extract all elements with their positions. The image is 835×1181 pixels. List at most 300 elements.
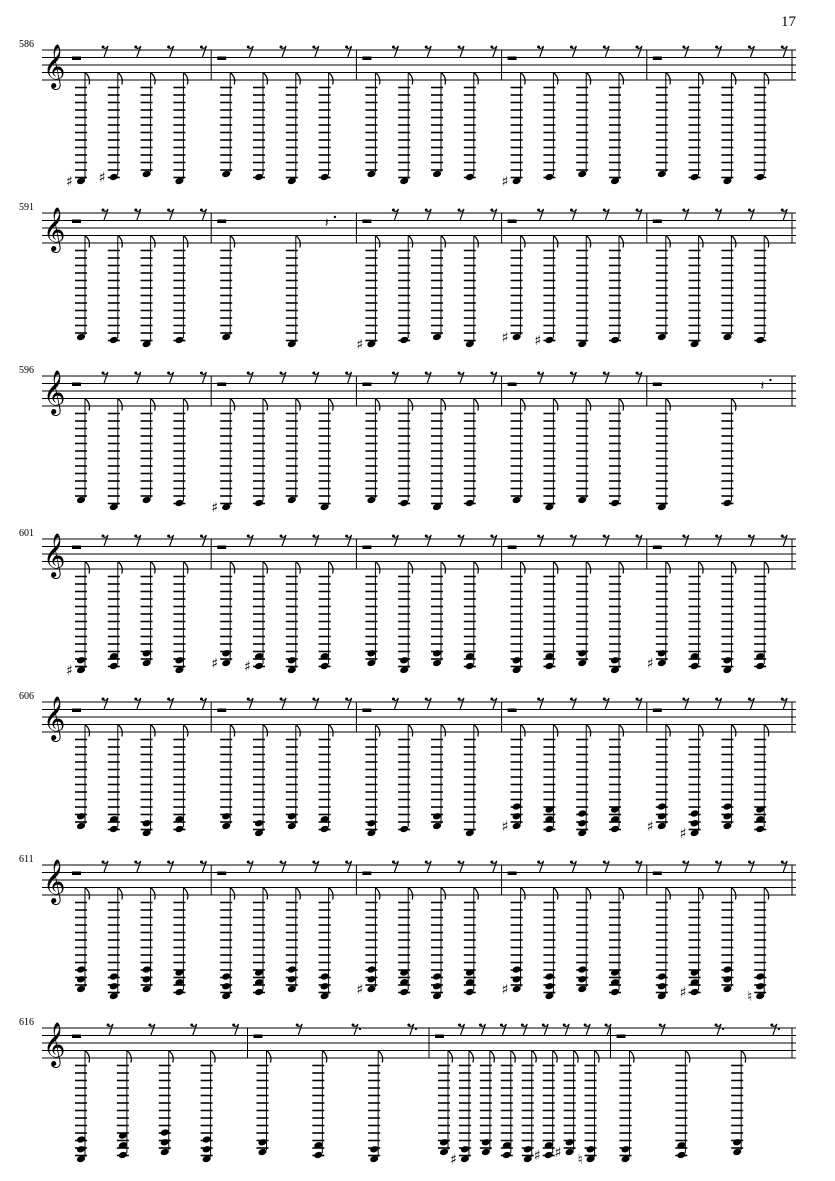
whole-rest [362,709,371,713]
flag [474,888,479,900]
rest-dot [458,535,461,538]
measure [502,209,642,350]
rest-dot [425,698,428,701]
flag [553,888,558,900]
flag [666,725,671,737]
rest-dot [134,861,137,864]
note [431,562,446,668]
note [543,399,558,512]
note [576,73,591,179]
flag [151,888,156,900]
rest-dot [570,372,573,375]
measure [502,861,642,1001]
notehead [366,170,376,179]
notehead [76,333,86,342]
flag [699,236,704,248]
notehead [174,499,184,508]
rest-dot [345,535,348,538]
rest-dot [458,1024,461,1027]
flag [666,399,671,411]
flag [595,1051,600,1063]
rest-dot [537,372,540,375]
note [319,399,334,512]
rest-dot [312,46,315,49]
flag [619,236,624,248]
notehead [432,822,442,831]
flag [263,399,268,411]
note [398,236,413,345]
rest-dot [107,1024,110,1027]
system-591 [19,202,796,353]
note [141,73,156,179]
note [66,73,90,191]
note [502,725,525,836]
notehead [366,975,376,984]
note [464,73,479,182]
notehead [221,812,231,821]
measure [647,698,787,843]
whole-rest [72,1035,81,1039]
note [480,1051,495,1157]
flag [764,562,769,574]
notehead [109,825,119,834]
rest-dot [490,535,493,538]
rest-dot [490,209,493,212]
rest-dot [748,535,751,538]
notehead [320,825,330,834]
flag [553,236,558,248]
measure [508,372,642,512]
rest-dot [247,861,250,864]
notehead [439,1148,449,1157]
note [286,725,301,831]
notehead [657,649,667,658]
whole-rest [217,57,226,61]
notehead [369,1145,379,1154]
flag [183,399,188,411]
note [522,1051,537,1164]
note [108,888,123,1001]
note [501,1051,516,1160]
flag [441,725,446,737]
flag [408,399,413,411]
note [286,73,301,186]
whole-rest [653,57,662,61]
measure [72,372,206,512]
notehead [676,1151,686,1160]
page-number: 17 [781,14,796,30]
whole-rest [508,220,517,224]
notehead [254,819,264,828]
note [286,236,301,349]
treble-clef-icon: 𝄞 [43,1022,66,1066]
measure [617,1024,780,1164]
flag [151,399,156,411]
flag [553,1051,558,1063]
notehead [465,988,475,997]
sharp-icon: ♯ [679,985,687,1001]
notehead [657,659,667,668]
measure [254,1024,417,1164]
measure [356,209,496,354]
notehead [142,170,152,179]
note [431,236,446,342]
flag [85,399,90,411]
measure [435,1024,611,1169]
note [368,1051,383,1164]
sharp-icon: ♯ [679,826,687,842]
rest-dot [102,209,105,212]
notehead [76,812,86,821]
flag [183,236,188,248]
notehead [287,985,297,994]
measure-number: 586 [19,39,34,50]
note [576,399,591,505]
note [141,725,156,838]
flag [85,888,90,900]
rest-dot [312,535,315,538]
flag [699,73,704,85]
measure-number: 591 [19,202,34,213]
note [319,562,334,671]
flag [764,73,769,85]
flag [553,73,558,85]
flag [474,236,479,248]
rest-dot [312,861,315,864]
sharp-icon: ♯ [534,333,542,349]
flag [85,1051,90,1063]
note [244,562,268,676]
whole-rest [653,872,662,876]
flag [85,725,90,737]
flag [322,1051,327,1063]
notehead [221,822,231,831]
notehead [465,662,475,671]
note [108,725,123,834]
dot [778,1028,780,1030]
rest-dot [715,209,718,212]
note [356,888,380,999]
flag [441,399,446,411]
note [173,888,188,997]
notehead [512,333,522,342]
rest-dot [167,46,170,49]
note [754,725,769,834]
note [438,1051,453,1157]
rest-dot [392,535,395,538]
rest-dot [167,372,170,375]
flag [521,725,526,737]
note [220,73,235,179]
rest-dot [392,46,395,49]
flag [263,562,268,574]
sharp-icon: ♯ [211,500,218,516]
notehead [722,975,732,984]
rest-dot [490,372,493,375]
notehead [221,659,231,668]
rest-dot [479,1024,482,1027]
note [609,725,624,834]
flag [263,725,268,737]
note [319,73,334,182]
flag [329,73,334,85]
flag [375,73,380,85]
flag [474,562,479,574]
notehead [142,985,152,994]
rest-dot [603,209,606,212]
notehead [287,812,297,821]
measure [502,698,642,838]
flag [764,725,769,737]
flag [441,73,446,85]
flag [666,888,671,900]
notehead [732,1138,742,1147]
notehead [610,499,620,508]
flag [263,888,268,900]
note [647,725,671,836]
note [365,399,380,505]
notehead [160,1138,170,1147]
rest-dot [200,861,203,864]
whole-rest [653,220,662,224]
notehead [221,972,231,981]
notehead [577,659,587,668]
note [108,399,123,512]
rest-dot [490,698,493,701]
rest-dot [134,209,137,212]
treble-clef-icon: 𝄞 [43,859,66,903]
flag [230,236,235,248]
notehead [399,499,409,508]
notehead [512,985,522,994]
flag [183,888,188,900]
notehead [221,649,231,658]
flag [408,236,413,248]
notehead [657,333,667,342]
notehead [512,965,522,974]
notehead [76,985,86,994]
note [609,888,624,997]
flag [521,562,526,574]
notehead [657,812,667,821]
note [721,888,736,994]
notehead [465,173,475,182]
notehead [432,659,442,668]
measure [508,535,642,675]
flag [553,399,558,411]
sharp-icon: ♯ [501,330,509,346]
notehead [76,1145,86,1154]
rest-dot [490,46,493,49]
note [220,888,235,1001]
rest-dot [636,209,639,212]
rest-dot [200,535,203,538]
notehead [755,662,765,671]
notehead [76,965,86,974]
rest-dot [748,861,751,864]
rest-dot [748,698,751,701]
rest-dot [781,209,784,212]
note [576,725,591,838]
flag [574,1051,579,1063]
note [464,562,479,671]
rest-dot [425,372,428,375]
notehead [502,1151,512,1160]
note [99,73,123,187]
notehead [465,499,475,508]
note [201,1051,216,1164]
whole-rest [72,872,81,876]
notehead [544,1151,554,1160]
notehead [109,662,119,671]
flag [183,562,188,574]
notehead [657,170,667,179]
treble-clef-icon: 𝄞 [43,44,66,88]
rest-dot [781,535,784,538]
rest-dot [345,46,348,49]
note [141,236,156,349]
rest-dot [537,209,540,212]
flag [183,725,188,737]
note [75,236,90,342]
flag [731,562,736,574]
notehead [565,1138,575,1147]
notehead [722,985,732,994]
note [576,562,591,668]
sharp-icon: ♯ [98,170,106,186]
flag [441,236,446,248]
note [173,562,188,675]
flag [619,725,624,737]
flag [329,562,334,574]
rest-dot [636,535,639,538]
notehead [544,662,554,671]
notehead [755,825,765,834]
notehead [544,982,554,991]
flag [85,236,90,248]
rest-dot [345,861,348,864]
quarter-rest: 𝄽 [760,379,765,394]
note [253,725,268,838]
note [620,1051,635,1164]
notehead [221,982,231,991]
notehead [160,1128,170,1137]
rest-dot [102,698,105,701]
flag [666,73,671,85]
measure [653,861,787,1006]
rest-dot [603,46,606,49]
note [464,236,479,349]
notehead [657,802,667,811]
notehead [432,982,442,991]
flag [441,888,446,900]
flag [296,725,301,737]
note [365,73,380,179]
note [754,73,769,182]
note [647,562,671,673]
flag [474,73,479,85]
note [253,73,268,182]
rest-dot [458,209,461,212]
notehead [512,496,522,505]
notehead [690,988,700,997]
note [576,888,591,994]
sharp-icon: ♯ [66,174,73,190]
note [656,888,671,1001]
rest-dot [102,535,105,538]
whole-rest [362,872,371,876]
whole-rest [72,709,81,713]
whole-rest [362,57,371,61]
notehead [621,1145,631,1154]
rest-dot [458,372,461,375]
note [450,1051,474,1169]
system-586 [19,39,796,190]
flag [474,399,479,411]
system-601 [19,528,796,679]
note [555,1051,579,1162]
flag [521,73,526,85]
sharp-icon: ♯ [646,656,654,672]
rest-dot [247,372,250,375]
rest-dot [570,535,573,538]
notehead [320,173,330,182]
note [511,562,525,675]
notehead [320,982,330,991]
rest-dot [500,1024,503,1027]
flag [375,562,380,574]
measure [72,209,206,349]
rest-dot [781,698,784,701]
note [689,236,704,349]
notehead [722,499,732,508]
rest-dot [102,46,105,49]
sharp-icon: ♯ [211,656,218,672]
note [721,399,736,508]
notehead [109,972,119,981]
notehead [142,649,152,658]
notehead [755,972,765,981]
rest-dot [392,209,395,212]
treble-clef-icon: 𝄞 [43,370,66,414]
note [75,1051,90,1164]
flag [267,1051,272,1063]
notehead [722,812,732,821]
flag [553,562,558,574]
note [319,888,334,1001]
rest-dot [167,698,170,701]
notehead [174,336,184,345]
flag [741,1051,746,1063]
rest-dot [200,209,203,212]
whole-rest [72,220,81,224]
note [75,888,90,994]
rest-dot [280,535,283,538]
flag [118,236,123,248]
note [721,73,736,186]
flag [619,399,624,411]
notehead [142,975,152,984]
dot [334,216,336,218]
flag [511,1051,516,1063]
flag [532,1051,537,1063]
rest-dot [247,46,250,49]
notehead [254,662,264,671]
measure [72,861,206,1001]
whole-rest [508,383,517,387]
rest-dot [537,535,540,538]
whole-rest [217,220,226,224]
